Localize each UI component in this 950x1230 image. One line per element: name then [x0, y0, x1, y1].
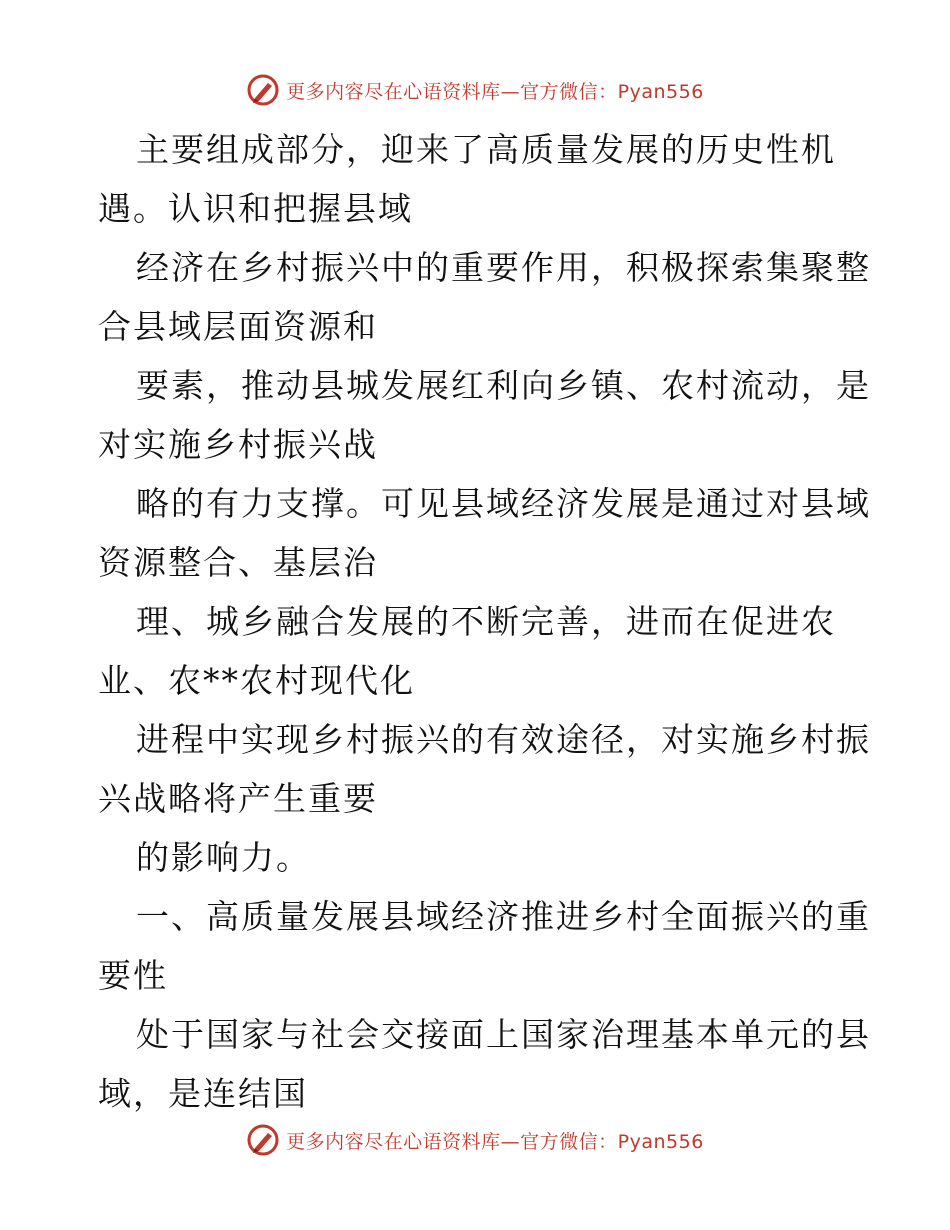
footer-banner-wechat: 官方微信：Pyan556	[520, 1130, 704, 1153]
paragraph-line: 主要组成部分，迎来了高质量发展的历史性机	[136, 130, 836, 169]
paragraph-line: 一、高质量发展县域经济推进乡村全面振兴的重	[136, 897, 871, 936]
paragraph-line: 理、城乡融合发展的不断完善，进而在促进农	[136, 602, 836, 641]
paragraph-1	[98, 120, 858, 238]
paragraph-6	[98, 710, 871, 828]
paragraph-line: 经济在乡村振兴中的重要作用，积极探索集聚整	[136, 248, 871, 287]
paragraph-line: 业、农**农村现代化	[98, 661, 415, 700]
section-heading	[98, 887, 871, 1005]
paragraph-line: 要素，推动县城发展红利向乡镇、农村流动，是	[136, 366, 871, 405]
paragraph-line: 的影响力。	[136, 838, 311, 877]
paragraph-7	[98, 828, 858, 887]
footer-banner-main: 更多内容尽在心语资料库	[286, 1130, 501, 1153]
paragraph-line: 对实施乡村振兴战	[98, 425, 378, 464]
paragraph-line: 处于国家与社会交接面上国家治理基本单元的县	[136, 1015, 871, 1054]
footer-banner-text	[286, 1127, 704, 1154]
paragraph-line: 进程中实现乡村振兴的有效途径，对实施乡村振	[136, 720, 871, 759]
paragraph-line: 域，是连结国	[98, 1074, 308, 1113]
header-banner	[0, 70, 950, 110]
paragraph-line: 遇。认识和把握县域	[98, 189, 413, 228]
paragraph-line: 资源整合、基层治	[98, 543, 378, 582]
paragraph-8	[98, 1005, 871, 1123]
header-banner-text	[286, 77, 704, 104]
paragraph-line: 要性	[98, 956, 168, 995]
document-body	[98, 120, 871, 1123]
pen-logo-icon	[246, 73, 280, 107]
paragraph-4	[98, 474, 871, 592]
footer-banner-dash: —	[500, 1130, 521, 1153]
footer-banner	[0, 1120, 950, 1160]
header-banner-main: 更多内容尽在心语资料库	[286, 80, 501, 103]
header-banner-dash: —	[500, 80, 521, 103]
paragraph-5	[98, 592, 858, 710]
paragraph-line: 略的有力支撑。可见县域经济发展是通过对县域	[136, 484, 871, 523]
pen-logo-icon	[246, 1123, 280, 1157]
paragraph-3	[98, 356, 871, 474]
header-banner-wechat: 官方微信：Pyan556	[520, 80, 704, 103]
paragraph-line: 兴战略将产生重要	[98, 779, 378, 818]
paragraph-line: 合县域层面资源和	[98, 307, 378, 346]
paragraph-2	[98, 238, 871, 356]
